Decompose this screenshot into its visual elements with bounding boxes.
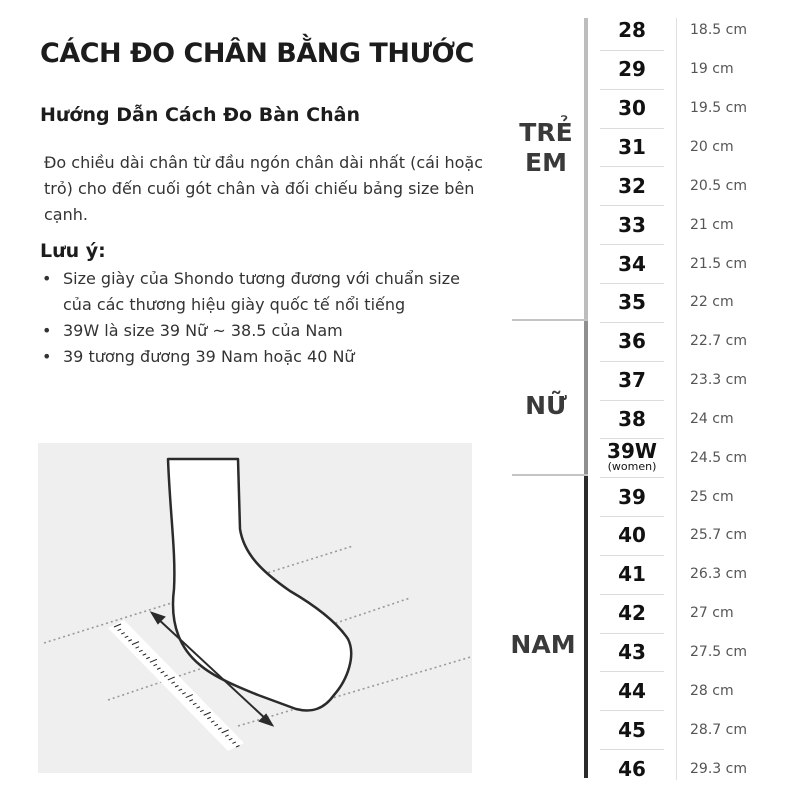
size-value: 28 <box>618 18 646 43</box>
size-note: (women) <box>607 459 657 473</box>
kids-group-line <box>584 18 588 320</box>
size-cm-value: 27.5 cm <box>690 644 747 661</box>
row-separator <box>600 594 664 595</box>
category-kids <box>516 118 576 178</box>
row-separator <box>600 671 664 672</box>
row-separator <box>600 128 664 129</box>
men-section-divider <box>512 474 588 476</box>
size-cm-value: 19 cm <box>690 61 734 78</box>
table-column-divider <box>676 18 677 780</box>
size-cm-value: 24 cm <box>690 410 734 427</box>
row-separator <box>600 633 664 634</box>
size-value: 29 <box>618 57 646 82</box>
row-separator <box>600 283 664 284</box>
women-section-divider <box>512 319 588 321</box>
note-item: • 39 tương đương 39 Nam hoặc 40 Nữ <box>40 344 490 370</box>
notes-list <box>40 266 490 370</box>
note-item: • Size giày của Shondo tương đương với chuẩn size của các thương hiệu giày quốc tế nổi tiếng <box>40 266 490 318</box>
size-value: 32 <box>618 173 646 198</box>
size-value: 34 <box>618 251 646 276</box>
size-value <box>600 438 664 473</box>
row-separator <box>600 710 664 711</box>
women-group-line <box>584 320 588 475</box>
size-cm-value: 23.3 cm <box>690 372 747 389</box>
size-cm-value: 28.7 cm <box>690 721 747 738</box>
row-separator <box>600 322 664 323</box>
row-separator <box>600 205 664 206</box>
size-value: 33 <box>618 212 646 237</box>
size-cm-value: 24.5 cm <box>690 449 747 466</box>
category-kids-line2: EM <box>525 148 567 177</box>
size-value: 41 <box>618 562 646 587</box>
category-kids-line1: TRẺ <box>519 118 573 147</box>
row-separator <box>600 244 664 245</box>
row-separator <box>600 516 664 517</box>
size-value: 45 <box>618 717 646 742</box>
size-value: 44 <box>618 678 646 703</box>
size-cm-value: 22 cm <box>690 294 734 311</box>
notes-heading: Lưu ý: <box>40 240 106 262</box>
size-cm-value: 28 cm <box>690 682 734 699</box>
category-men: NAM <box>510 630 576 659</box>
size-cm-value: 21.5 cm <box>690 255 747 272</box>
size-value: 40 <box>618 523 646 548</box>
size-value: 35 <box>618 290 646 315</box>
size-cm-value: 26.3 cm <box>690 566 747 583</box>
size-cm-value: 27 cm <box>690 605 734 622</box>
row-separator <box>600 400 664 401</box>
size-cm-value: 22.7 cm <box>690 333 747 350</box>
size-number: 39W <box>607 438 657 463</box>
size-value: 31 <box>618 134 646 159</box>
note-item: • 39W là size 39 Nữ ~ 38.5 của Nam <box>40 318 490 344</box>
size-value: 30 <box>618 96 646 121</box>
guide-subtitle: Hướng Dẫn Cách Đo Bàn Chân <box>40 104 360 126</box>
size-value: 42 <box>618 601 646 626</box>
row-separator <box>600 50 664 51</box>
size-cm-value: 29.3 cm <box>690 760 747 777</box>
row-separator <box>600 477 664 478</box>
size-value: 37 <box>618 368 646 393</box>
size-cm-value: 20 cm <box>690 138 734 155</box>
size-cm-value: 25.7 cm <box>690 527 747 544</box>
row-separator <box>600 749 664 750</box>
row-separator <box>600 361 664 362</box>
size-value: 38 <box>618 406 646 431</box>
size-cm-value: 21 cm <box>690 216 734 233</box>
measure-description: Đo chiều dài chân từ đầu ngón chân dài nhất (cái hoặc trỏ) cho đến cuối gót chân và đối chiếu bảng size bên cạnh. <box>44 153 483 224</box>
row-separator <box>600 555 664 556</box>
size-cm-value: 18.5 cm <box>690 22 747 39</box>
size-cm-value: 19.5 cm <box>690 100 747 117</box>
men-group-line <box>584 475 588 778</box>
row-separator <box>600 166 664 167</box>
page-title: CÁCH ĐO CHÂN BẰNG THƯỚC <box>40 38 474 69</box>
foot-measurement-illustration <box>38 443 472 773</box>
size-cm-value: 20.5 cm <box>690 177 747 194</box>
size-value: 39 <box>618 484 646 509</box>
size-cm-value: 25 cm <box>690 488 734 505</box>
row-separator <box>600 89 664 90</box>
size-value: 36 <box>618 329 646 354</box>
category-women: NỮ <box>525 391 567 420</box>
size-value: 46 <box>618 756 646 781</box>
size-value: 43 <box>618 640 646 665</box>
